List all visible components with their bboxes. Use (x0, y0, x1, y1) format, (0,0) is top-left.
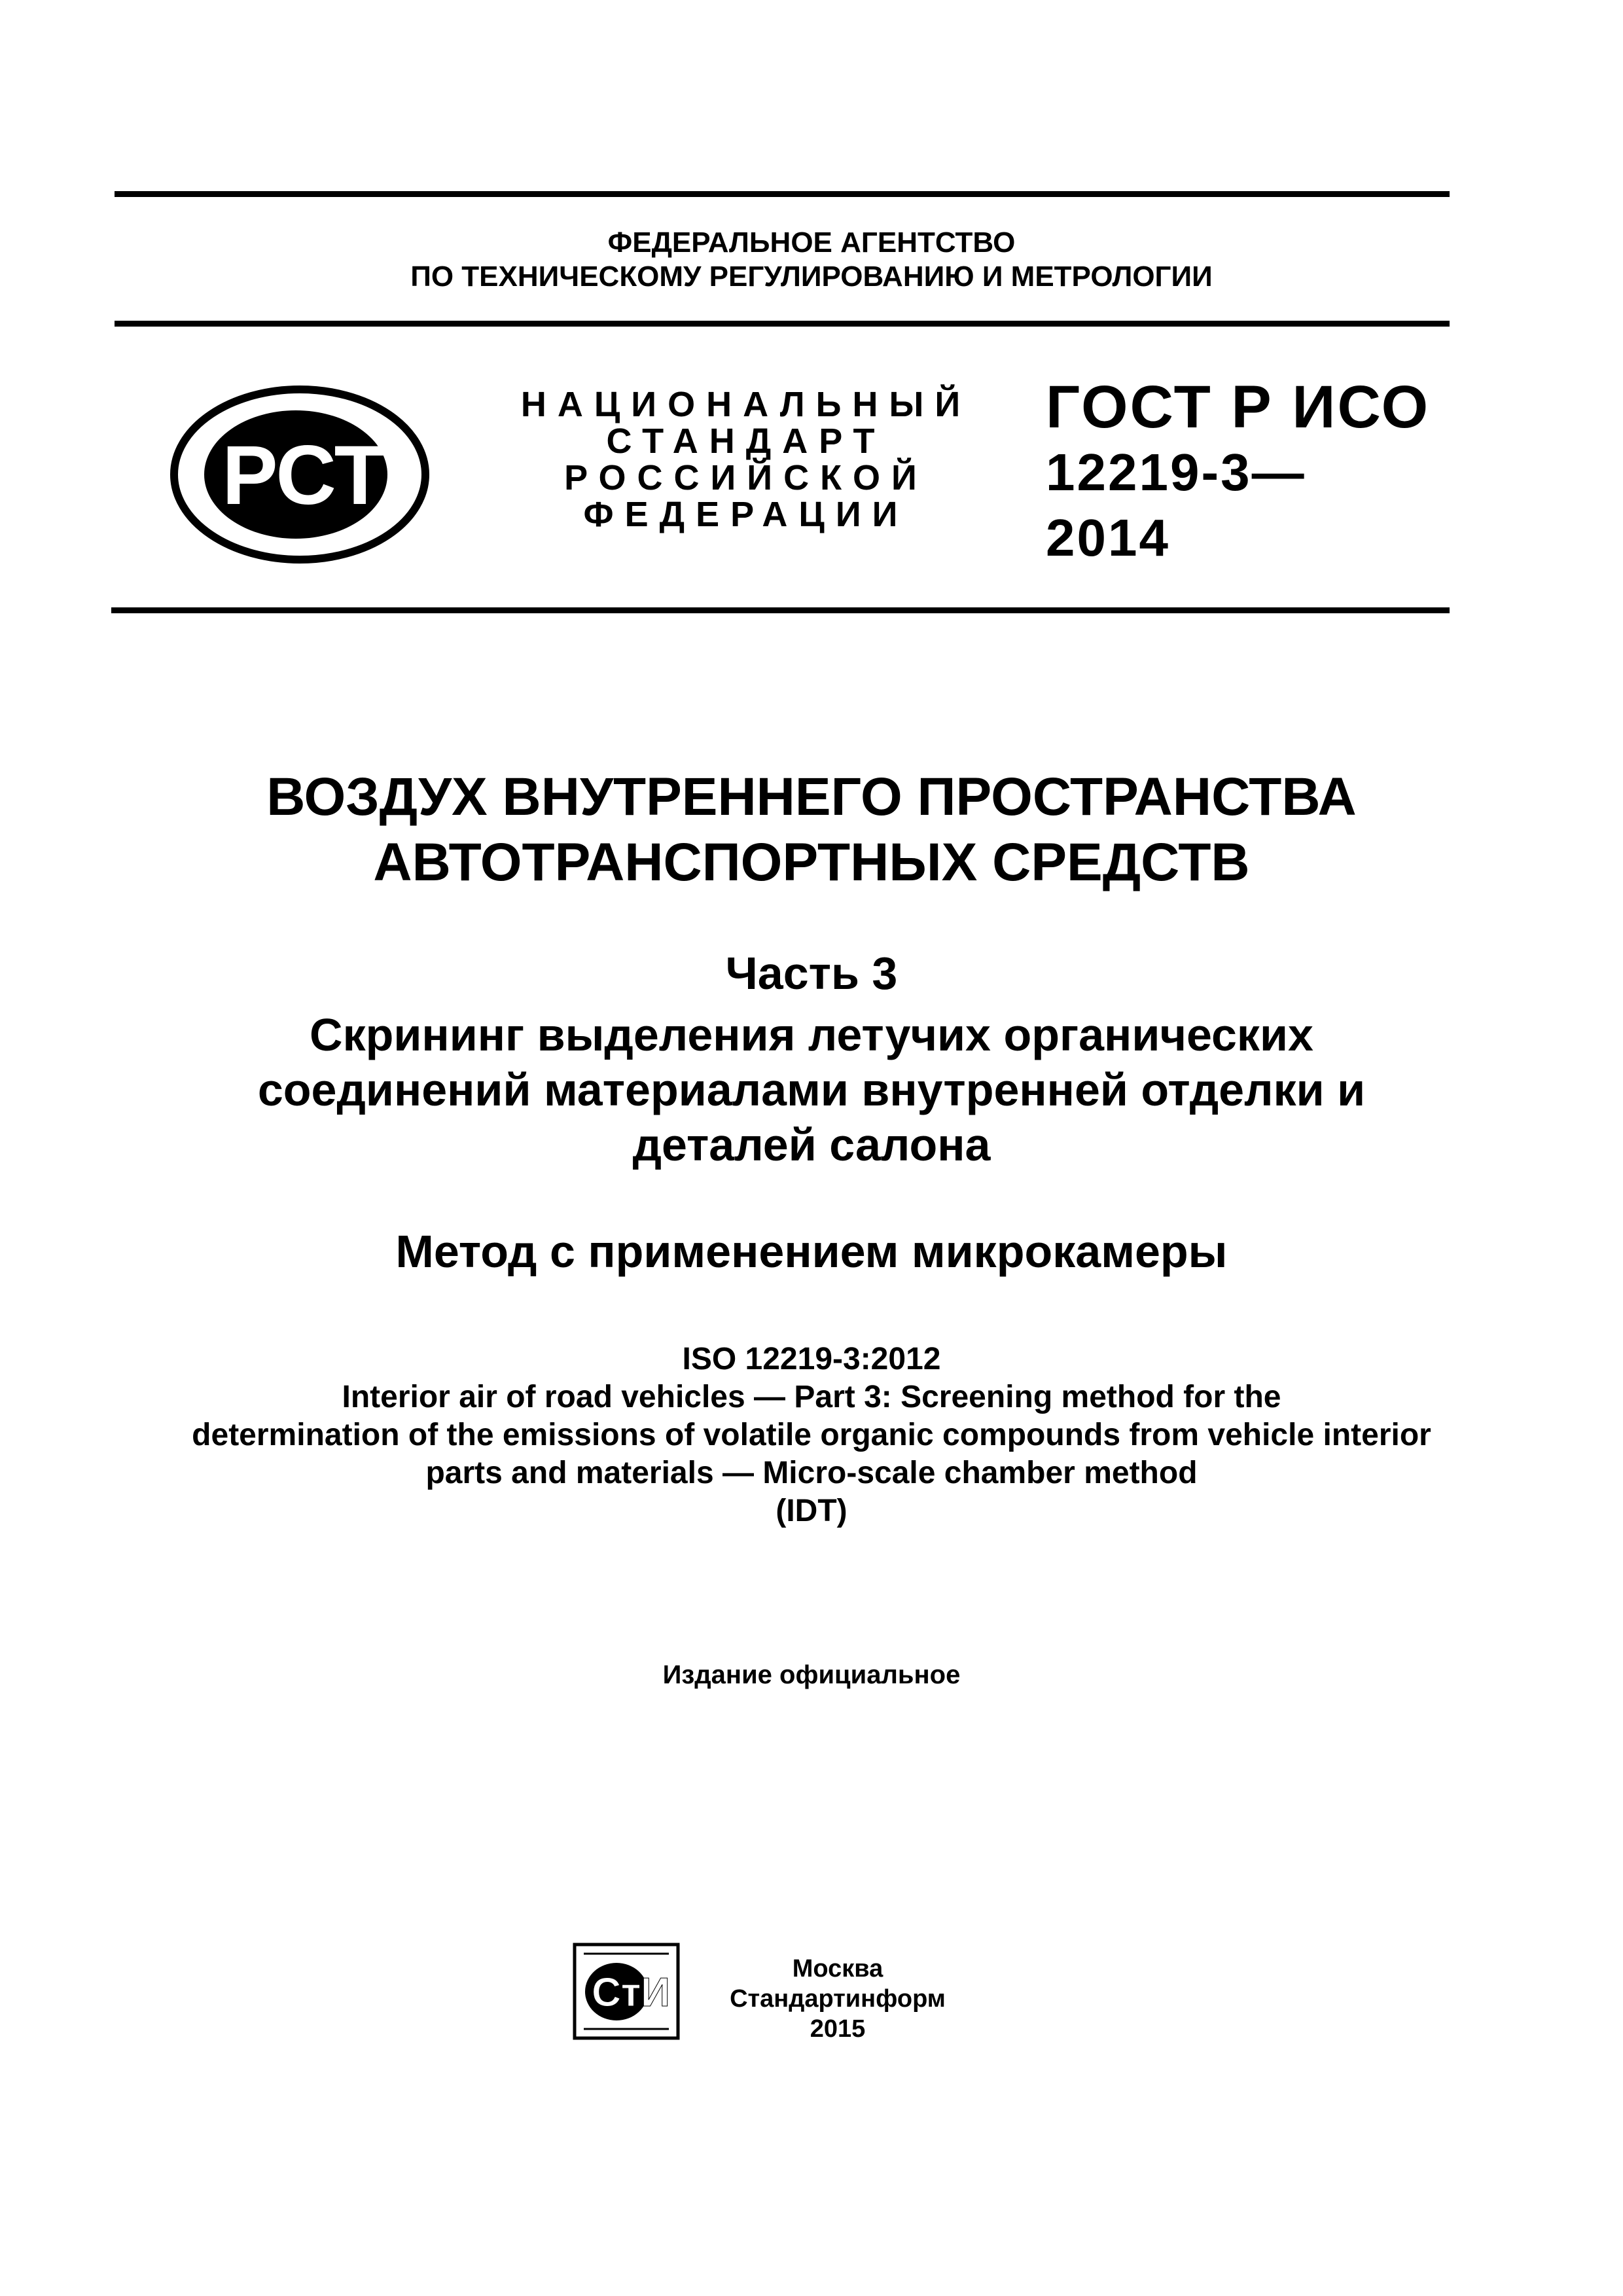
header-bottom-rule (111, 607, 1450, 613)
iso-code: ISO 12219-3:2012 (682, 1342, 941, 1376)
agency-line-2: ПО ТЕХНИЧЕСКОМУ РЕГУЛИРОВАНИЮ И МЕТРОЛОГИИ (410, 260, 1213, 293)
iso-reference-block (0, 1340, 1623, 1530)
national-standard-line-3: РОССИЙСКОЙ (564, 458, 928, 497)
rst-logo-text: РСТ (222, 429, 385, 522)
part-block (0, 946, 1623, 1172)
publisher-block (707, 1954, 969, 2044)
designation-line-1: ГОСТ Р ИСО (1046, 374, 1431, 440)
edition-label: Издание официальное (662, 1660, 961, 1689)
document-title (0, 764, 1623, 895)
title-line-1: ВОЗДУХ ВНУТРЕННЕГО ПРОСТРАНСТВА (266, 767, 1357, 827)
standartinform-logo-icon (571, 1941, 682, 2042)
designation-line-3: 2014 (1046, 509, 1170, 567)
national-standard-line-2: СТАНДАРТ (606, 422, 886, 461)
publisher-city: Москва (792, 1955, 883, 1982)
agency-line-1: ФЕДЕРАЛЬНОЕ АГЕНТСТВО (607, 226, 1016, 259)
rst-logo-icon (169, 383, 431, 566)
method-subtitle: Метод с применением микрокамеры (395, 1226, 1228, 1277)
publisher-year: 2015 (810, 2015, 866, 2043)
designation-line-2: 12219-3— (1046, 443, 1306, 501)
standartinform-logo-text: СтИ (592, 1970, 670, 2015)
publisher-name: Стандартинформ (730, 1985, 946, 2013)
top-rule (115, 191, 1450, 197)
part-line-1: Скрининг выделения летучих органических (310, 1009, 1313, 1060)
standard-designation (1046, 374, 1430, 571)
part-label: Часть 3 (725, 948, 898, 999)
iso-line-1: Interior air of road vehicles — Part 3: Screening method for the (342, 1380, 1281, 1414)
iso-line-2: determination of the emissions of volatile organic compounds from vehicle interior (192, 1418, 1431, 1452)
national-standard-line-4: ФЕДЕРАЦИИ (583, 495, 909, 534)
part-line-2: соединений материалами внутренней отделки и (257, 1064, 1366, 1115)
part-line-3: деталей салона (632, 1119, 991, 1170)
national-standard-block (497, 386, 995, 533)
iso-line-3: parts and materials — Micro-scale chamber method (425, 1456, 1198, 1490)
agency-header (0, 226, 1623, 294)
national-standard-line-1: НАЦИОНАЛЬНЫЙ (520, 385, 972, 424)
title-line-2: АВТОТРАНСПОРТНЫХ СРЕДСТВ (373, 833, 1250, 892)
iso-idt: (IDT) (776, 1494, 847, 1528)
agency-bottom-rule (115, 321, 1450, 327)
